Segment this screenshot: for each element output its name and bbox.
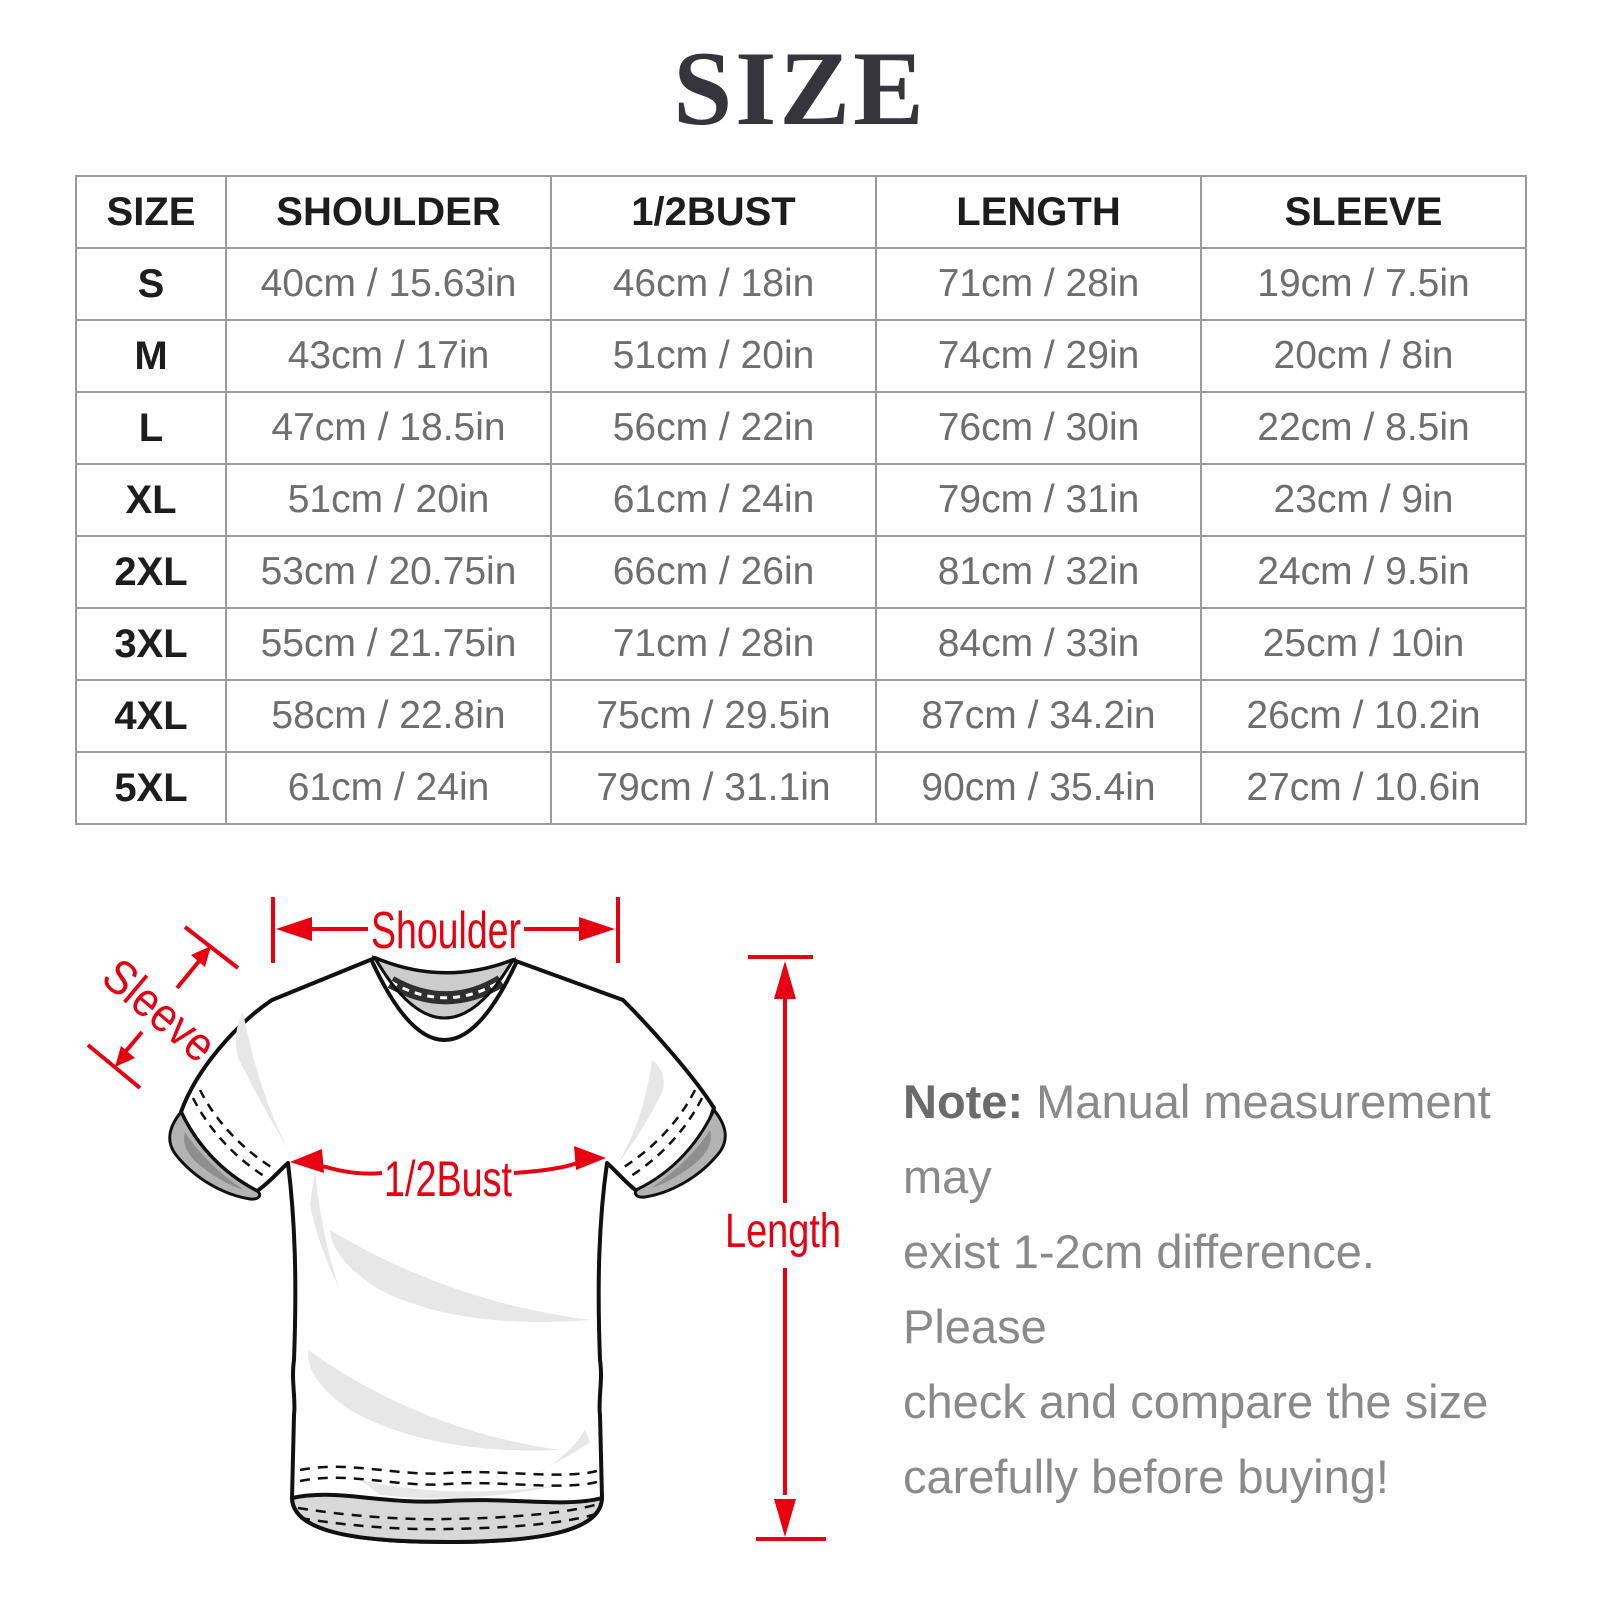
cell-length: 79cm / 31in: [876, 464, 1201, 536]
cell-sleeve: 25cm / 10in: [1201, 608, 1526, 680]
cell-sleeve: 24cm / 9.5in: [1201, 536, 1526, 608]
table-row: [76, 464, 1526, 536]
cell-bust: 61cm / 24in: [551, 464, 876, 536]
cell-length: 76cm / 30in: [876, 392, 1201, 464]
cell-shoulder: 61cm / 24in: [226, 752, 551, 824]
note-line: exist 1-2cm difference. Please: [903, 1225, 1375, 1353]
cell-size: L: [76, 392, 226, 464]
cell-size: XL: [76, 464, 226, 536]
cell-bust: 56cm / 22in: [551, 392, 876, 464]
cell-sleeve: 26cm / 10.2in: [1201, 680, 1526, 752]
note-line: Note: Manual measurement may: [903, 1075, 1491, 1203]
length-label: Length: [725, 1205, 841, 1258]
shoulder-label: Shoulder: [371, 902, 521, 960]
cell-length: 71cm / 28in: [876, 248, 1201, 320]
table-row: [76, 248, 1526, 320]
note-line: carefully before buying!: [903, 1450, 1389, 1503]
size-table: [75, 175, 1527, 825]
cell-sleeve: 20cm / 8in: [1201, 320, 1526, 392]
page-title: SIZE: [673, 30, 927, 147]
cell-sleeve: 23cm / 9in: [1201, 464, 1526, 536]
table-row: [76, 752, 1526, 824]
header-sleeve: SLEEVE: [1201, 176, 1526, 248]
note-line: check and compare the size: [903, 1375, 1489, 1428]
cell-size: 4XL: [76, 680, 226, 752]
cell-shoulder: 55cm / 21.75in: [226, 608, 551, 680]
measurement-note: [903, 1064, 1507, 1514]
cell-sleeve: 22cm / 8.5in: [1201, 392, 1526, 464]
header-shoulder: SHOULDER: [226, 176, 551, 248]
cell-sleeve: 19cm / 7.5in: [1201, 248, 1526, 320]
header-length: LENGTH: [876, 176, 1201, 248]
cell-shoulder: 47cm / 18.5in: [226, 392, 551, 464]
header-bust: 1/2BUST: [551, 176, 876, 248]
cell-shoulder: 53cm / 20.75in: [226, 536, 551, 608]
cell-bust: 79cm / 31.1in: [551, 752, 876, 824]
table-row: [76, 536, 1526, 608]
cell-bust: 66cm / 26in: [551, 536, 876, 608]
cell-shoulder: 43cm / 17in: [226, 320, 551, 392]
cell-shoulder: 51cm / 20in: [226, 464, 551, 536]
bust-label: 1/2Bust: [384, 1151, 513, 1207]
cell-length: 90cm / 35.4in: [876, 752, 1201, 824]
cell-length: 81cm / 32in: [876, 536, 1201, 608]
tshirt-body: [181, 958, 714, 1542]
cell-bust: 46cm / 18in: [551, 248, 876, 320]
table-row: [76, 680, 1526, 752]
sleeve-label: Sleeve: [92, 948, 239, 1084]
tshirt-illustration: [170, 958, 726, 1542]
cell-size: 2XL: [76, 536, 226, 608]
cell-length: 74cm / 29in: [876, 320, 1201, 392]
cell-bust: 71cm / 28in: [551, 608, 876, 680]
cell-size: M: [76, 320, 226, 392]
cell-length: 87cm / 34.2in: [876, 680, 1201, 752]
shoulder-measure: [273, 897, 618, 963]
note-label: Note:: [903, 1075, 1024, 1128]
table-header-row: [76, 176, 1526, 248]
cell-shoulder: 40cm / 15.63in: [226, 248, 551, 320]
table-row: [76, 608, 1526, 680]
cell-length: 84cm / 33in: [876, 608, 1201, 680]
cell-size: 5XL: [76, 752, 226, 824]
table-row: [76, 392, 1526, 464]
cell-size: 3XL: [76, 608, 226, 680]
cell-bust: 51cm / 20in: [551, 320, 876, 392]
cell-shoulder: 58cm / 22.8in: [226, 680, 551, 752]
table-row: [76, 320, 1526, 392]
cell-sleeve: 27cm / 10.6in: [1201, 752, 1526, 824]
header-size: SIZE: [76, 176, 226, 248]
cell-size: S: [76, 248, 226, 320]
cell-bust: 75cm / 29.5in: [551, 680, 876, 752]
length-measure: [725, 957, 841, 1539]
